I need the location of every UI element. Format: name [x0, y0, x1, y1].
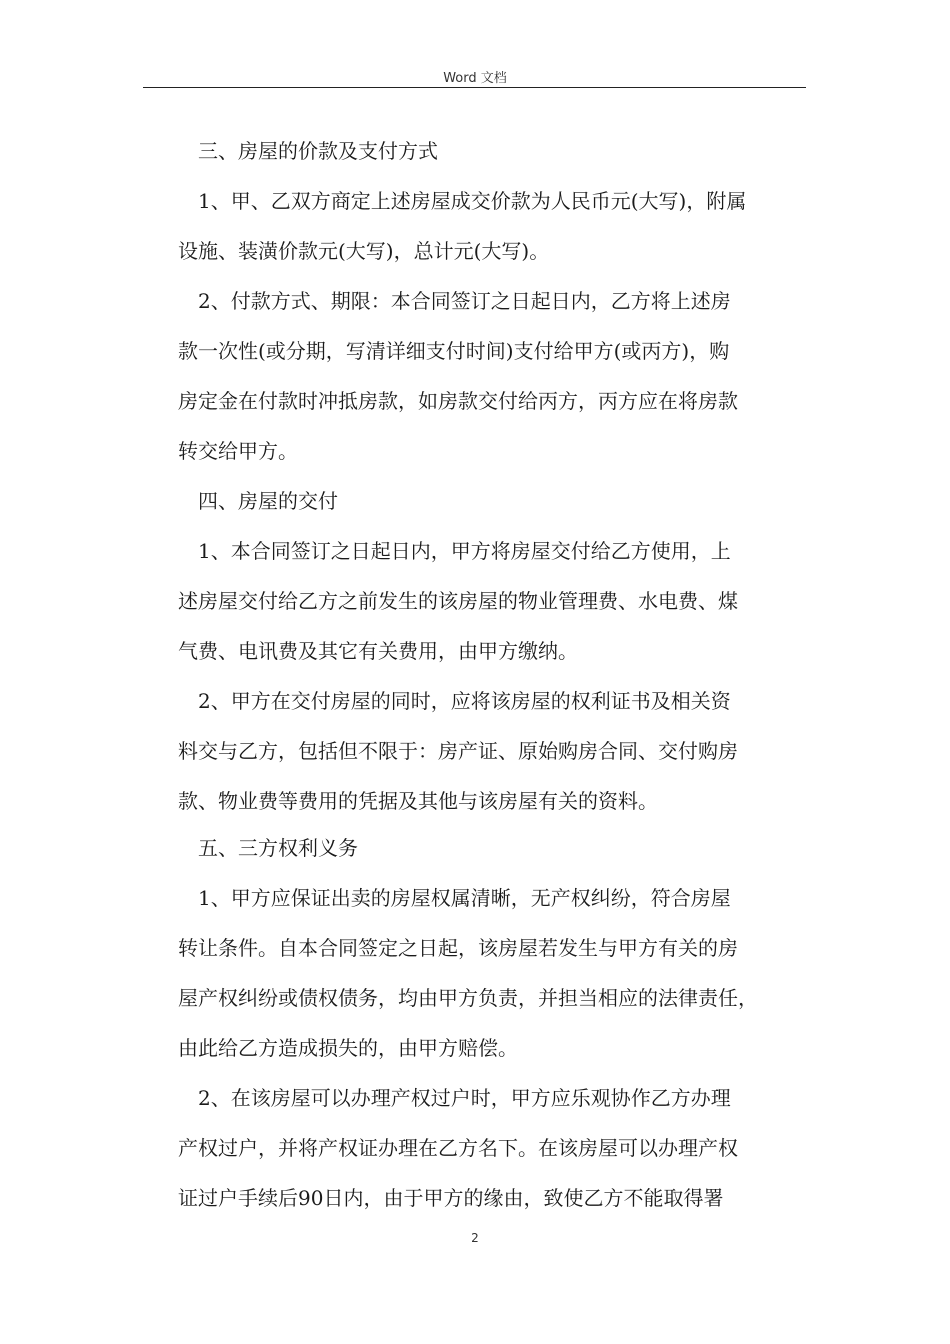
section-heading: 五、三方权利义务 — [198, 836, 358, 860]
paragraph-line: 房定金在付款时冲抵房款，如房款交付给丙方，丙方应在将房款 — [178, 389, 738, 413]
paragraph-line: 气费、电讯费及其它有关费用，由甲方缴纳。 — [178, 639, 578, 663]
paragraph-line: 款一次性(或分期，写清详细支付时间)支付给甲方(或丙方)，购 — [178, 339, 730, 363]
header-label: Word 文档 — [443, 71, 507, 86]
paragraph-line: 1、本合同签订之日起日内，甲方将房屋交付给乙方使用，上 — [198, 539, 731, 563]
paragraph-line: 1、甲方应保证出卖的房屋权属清晰，无产权纠纷，符合房屋 — [198, 886, 731, 910]
paragraph-line: 产权过户，并将产权证办理在乙方名下。在该房屋可以办理产权 — [178, 1136, 738, 1160]
paragraph-line: 1、甲、乙双方商定上述房屋成交价款为人民币元(大写)，附属 — [198, 189, 747, 213]
header-rule — [143, 87, 806, 88]
paragraph-line: 料交与乙方，包括但不限于：房产证、原始购房合同、交付购房 — [178, 739, 738, 763]
paragraph-line: 证过户手续后90日内，由于甲方的缘由，致使乙方不能取得署 — [178, 1186, 724, 1210]
section-heading: 四、房屋的交付 — [198, 489, 338, 513]
paragraph-line: 由此给乙方造成损失的，由甲方赔偿。 — [178, 1036, 518, 1060]
paragraph-line: 设施、装潢价款元(大写)，总计元(大写)。 — [178, 239, 550, 263]
paragraph-line: 屋产权纠纷或债权债务，均由甲方负责，并担当相应的法律责任， — [178, 986, 758, 1010]
paragraph-line: 2、在该房屋可以办理产权过户时，甲方应乐观协作乙方办理 — [198, 1086, 731, 1110]
paragraph-line: 2、付款方式、期限：本合同签订之日起日内，乙方将上述房 — [198, 289, 731, 313]
paragraph-line: 2、甲方在交付房屋的同时，应将该房屋的权利证书及相关资 — [198, 689, 731, 713]
paragraph-line: 转交给甲方。 — [178, 439, 298, 463]
page-number: 2 — [471, 1231, 479, 1245]
section-heading: 三、房屋的价款及支付方式 — [198, 139, 438, 163]
paragraph-line: 述房屋交付给乙方之前发生的该房屋的物业管理费、水电费、煤 — [178, 589, 738, 613]
paragraph-line: 转让条件。自本合同签定之日起，该房屋若发生与甲方有关的房 — [178, 936, 738, 960]
paragraph-line: 款、物业费等费用的凭据及其他与该房屋有关的资料。 — [178, 789, 658, 813]
